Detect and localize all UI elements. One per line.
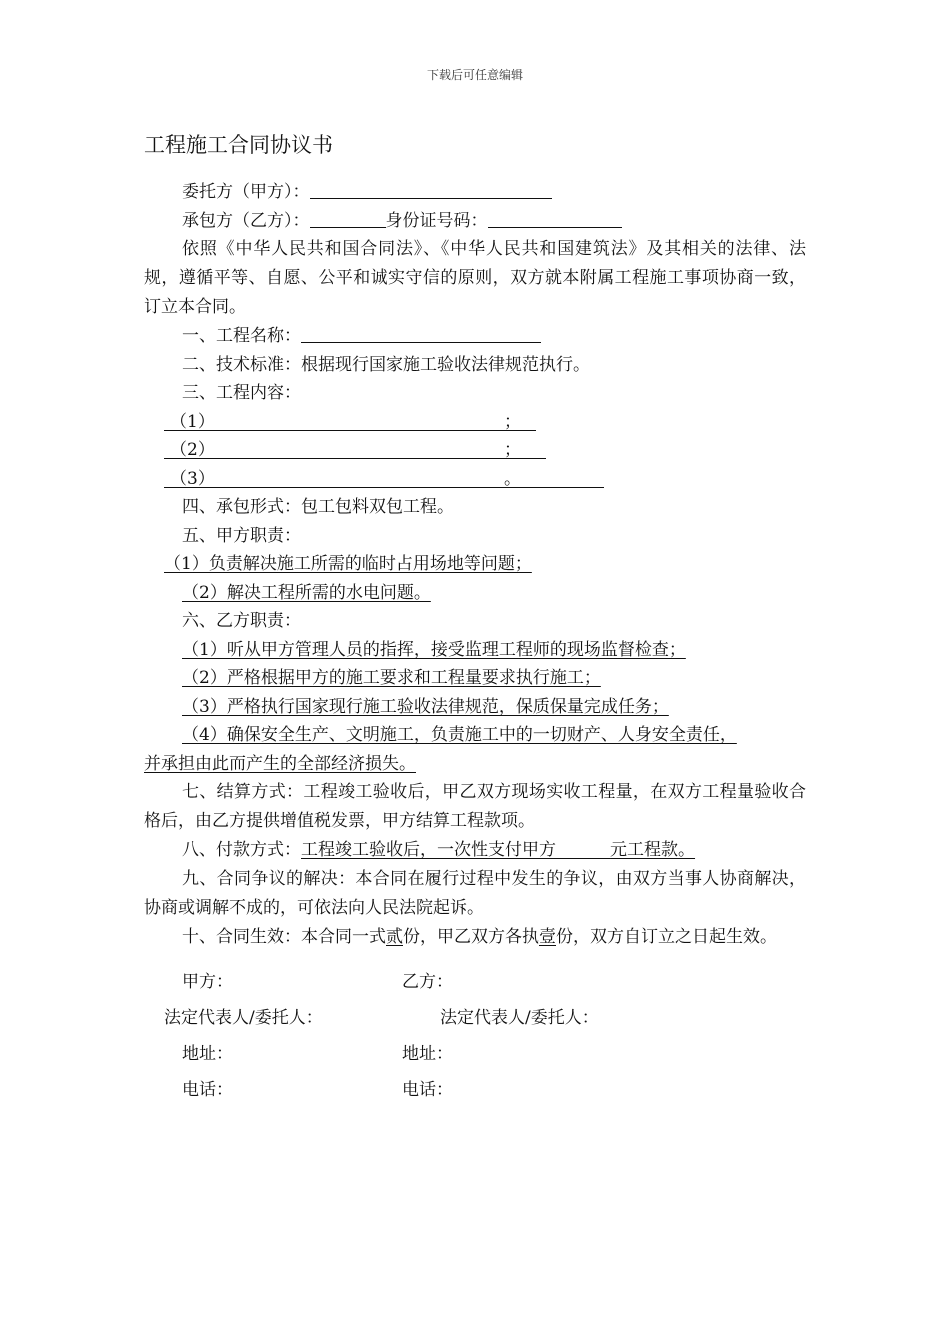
content-item-rule[interactable] xyxy=(164,487,604,488)
section-6-item-text: （2）严格根据甲方的施工要求和工程量要求执行施工； xyxy=(182,668,601,688)
section-10-text-a: 十、合同生效：本合同一式 xyxy=(182,926,386,947)
content-item-1 xyxy=(144,408,806,437)
content-item-3 xyxy=(144,465,806,494)
section-2: 二、技术标准：根据现行国家施工验收法律规范执行。 xyxy=(182,354,590,375)
content-item-rule[interactable] xyxy=(164,458,546,459)
section-6: 六、乙方职责： xyxy=(182,611,301,631)
section-7: 七、结算方式：工程竣工验收后，甲乙双方现场实收工程量，在双方工程量验收合格后，由乙方提供增值税发票，甲方结算工程款项。 xyxy=(144,782,806,831)
id-label: 身份证号码： xyxy=(385,210,488,231)
section-10-text-c: 份，双方自订立之日起生效。 xyxy=(556,926,777,947)
document-title: 工程施工合同协议书 xyxy=(144,133,333,157)
contractor-label: 承包方（乙方）： xyxy=(182,210,310,231)
section-4: 四、承包形式：包工包料双包工程。 xyxy=(182,497,454,517)
content-item-end: 。 xyxy=(504,468,521,489)
section-9: 九、合同争议的解决：本合同在履行过程中发生的争议，由双方当事人协商解决，协商或调解不成的，可依法向人民法院起诉。 xyxy=(144,868,806,918)
client-blank[interactable] xyxy=(310,180,552,199)
copies-each: 壹 xyxy=(539,926,556,947)
party-b-address-label: 地址： xyxy=(402,1043,453,1064)
section-3: 三、工程内容： xyxy=(182,383,301,403)
section-8-text-b: 元工程款。 xyxy=(610,840,696,860)
section-8-label: 八、付款方式： xyxy=(182,840,301,860)
section-6-item-text: （3）严格执行国家现行施工验收法律规范，保质保量完成任务； xyxy=(182,696,669,717)
section-6-item-text: 并承担由此而产生的全部经济损失。 xyxy=(144,753,416,774)
party-a-label: 甲方： xyxy=(182,971,233,992)
section-10 xyxy=(144,923,806,952)
section-8 xyxy=(144,836,806,865)
section-1-label: 一、工程名称： xyxy=(182,326,301,346)
signature-row-party xyxy=(144,964,806,1000)
section-5-item-1 xyxy=(144,550,806,579)
content-item-end: ； xyxy=(504,411,521,432)
client-line xyxy=(144,178,806,207)
party-a-address-label: 地址： xyxy=(182,1043,233,1064)
signature-row-rep xyxy=(144,1000,806,1036)
section-6-item-text: （4）确保安全生产、文明施工，负责施工中的一切财产、人身安全责任， xyxy=(182,725,737,745)
signature-row-address xyxy=(144,1036,806,1072)
section-5-item-2 xyxy=(144,579,806,608)
section-6-item-2 xyxy=(144,664,806,693)
section-6-item-4-cont xyxy=(144,750,806,779)
contract-document xyxy=(144,130,806,1108)
section-1 xyxy=(144,322,806,351)
content-item-num: （1） xyxy=(170,411,215,432)
copies-total: 贰 xyxy=(386,926,403,947)
section-8-text-a: 工程竣工验收后，一次性支付甲方 xyxy=(301,840,556,860)
section-6-item-3 xyxy=(144,693,806,722)
section-6-item-1 xyxy=(144,636,806,665)
party-a-rep-label: 法定代表人/委托人： xyxy=(164,1007,323,1028)
section-10-text-b: 份，甲乙双方各执 xyxy=(403,926,539,947)
content-item-end: ； xyxy=(504,440,521,460)
contractor-line xyxy=(144,207,806,236)
section-6-item-text: （1）听从甲方管理人员的指挥，接受监理工程师的现场监督检查； xyxy=(182,639,686,660)
section-5-item-text: （2）解决工程所需的水电问题。 xyxy=(182,582,431,603)
section-5-item-text: （1）负责解决施工所需的临时占用场地等问题； xyxy=(164,554,532,574)
project-name-blank[interactable] xyxy=(301,324,541,343)
id-blank[interactable] xyxy=(488,209,622,228)
content-item-num: （3） xyxy=(170,468,215,489)
client-label: 委托方（甲方）： xyxy=(182,182,310,202)
content-item-2 xyxy=(144,436,806,465)
content-item-num: （2） xyxy=(170,440,215,460)
intro-paragraph: 依照《中华人民共和国合同法》、《中华人民共和国建筑法》及其相关的法律、法规，遵循平等、自愿、公平和诚实守信的原则，双方就本附属工程施工事项协商一致，订立本合同。 xyxy=(144,239,806,317)
content-item-rule[interactable] xyxy=(164,430,536,431)
party-b-phone-label: 电话： xyxy=(402,1079,453,1100)
contractor-blank[interactable] xyxy=(310,209,386,228)
party-a-phone-label: 电话： xyxy=(182,1079,233,1100)
amount-blank[interactable] xyxy=(556,840,610,860)
section-6-item-4 xyxy=(144,721,806,750)
section-5: 五、甲方职责： xyxy=(182,525,301,546)
party-b-rep-label: 法定代表人/委托人： xyxy=(440,1007,599,1028)
signature-row-phone xyxy=(144,1072,806,1108)
party-b-label: 乙方： xyxy=(402,971,453,992)
header-note: 下载后可任意编辑 xyxy=(426,68,523,82)
